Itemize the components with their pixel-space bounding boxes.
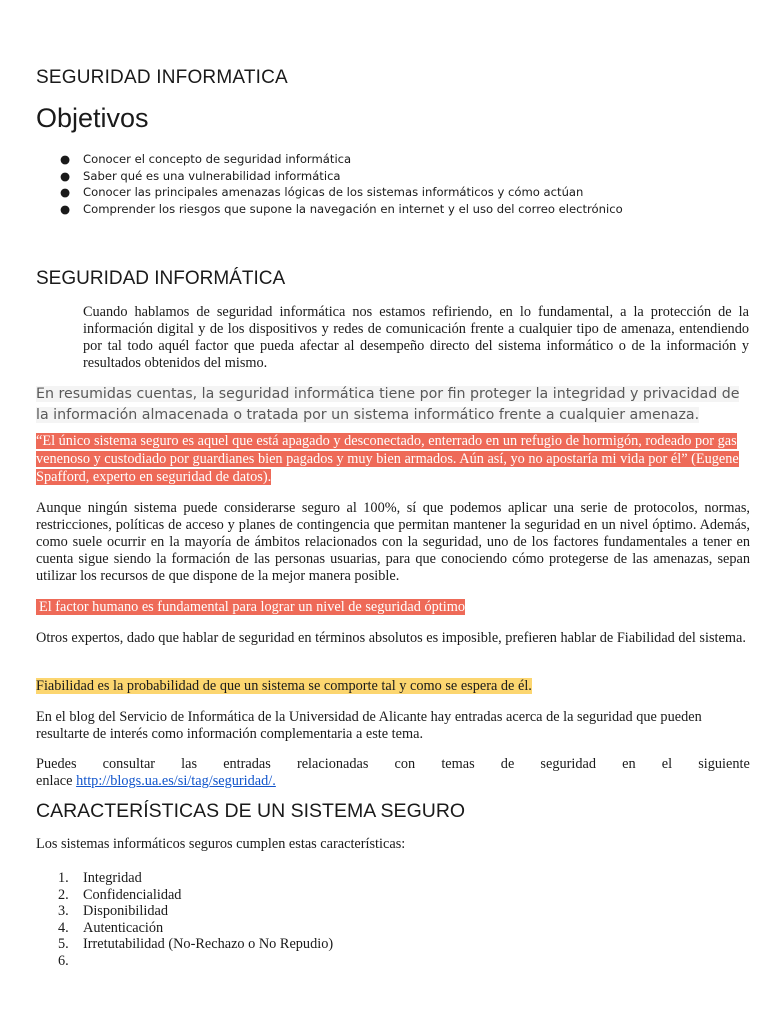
human-factor-highlight: El factor humano es fundamental para lograr un nivel de seguridad óptimo [36,598,465,616]
list-item: ● Conocer el concepto de seguridad informática [60,152,352,166]
caracteristicas-list [36,870,333,969]
bullet-icon: ● [60,185,71,199]
caracteristicas-intro: Los sistemas informáticos seguros cumplen estas características: [36,836,406,852]
link-line: enlace http://blogs.ua.es/si/tag/seguridad/. [36,773,276,789]
list-item: 6. [58,952,69,969]
intro-paragraph: Cuando hablamos de seguridad informática nos estamos refiriendo, en lo fundamental, a la protección de la información digital y de los dispositivos y redes de comunicación frente a cualquier tipo de amenaza, entendiendo por tal todo aquél factor que pueda afectar al desempeño directo del sistema informático o de la información y resultados obtenidos del mismo. [83,304,749,371]
bullet-icon: ● [60,201,71,216]
summary-paragraph: En resumidas cuentas, la seguridad informática tiene por fin proteger la integridad y privacidad de la información almacenada o tratada por un sistema informático frente a cualquier amenaza. [36,386,740,423]
list-item: ● Conocer las principales amenazas lógicas de los sistemas informáticos y cómo actúan [60,185,584,199]
justified-line: Puedes consultar las entradas relacionadas con temas de seguridad en el siguiente [36,756,750,772]
objectives-heading: Objetivos [36,103,149,133]
list-item: 2. Confidencialidad [58,886,182,903]
list-item: ● Saber qué es una vulnerabilidad informática [60,168,341,183]
blog-link[interactable]: http://blogs.ua.es/si/tag/seguridad/. [76,773,276,789]
paragraph-blog: En el blog del Servicio de Informática de la Universidad de Alicante hay entradas acerca de la seguridad que pueden resultarte de interés como información complementaria a este tema. [36,709,702,742]
document-title: SEGURIDAD INFORMATICA [36,67,288,88]
list-item: 5. Irretutabilidad (No-Rechazo o No Repudio) [58,936,334,952]
paragraph-link [36,756,750,790]
objectives-list [60,151,760,217]
paragraph-protocols: Aunque ningún sistema puede considerarse seguro al 100%, sí que podemos aplicar una serie de protocolos, normas, restricciones, políticas de acceso y planes de contingencia que permitan mantener la seguridad en un nivel óptimo. Además, como suele ocurrir en la mayoría de ámbitos relacionados con la seguridad, uno de los factores fundamentales a tener en cuenta sigue siendo la formación de las personas usuarias, para que conociendo cómo protegerse de las amenazas, sepan utilizar los recursos de que dispone de la mejor manera posible. [36,500,750,584]
list-item: ● Comprender los riesgos que supone la navegación en internet y el uso del correo electrónico [60,201,623,216]
list-item: 3. Disponibilidad [58,903,168,919]
bullet-icon: ● [60,152,71,166]
section-heading-seguridad: SEGURIDAD INFORMÁTICA [36,268,286,289]
reliability-highlight: Fiabilidad es la probabilidad de que un sistema se comporte tal y como se espera de él. [36,678,532,694]
section-heading-caracteristicas: CARACTERÍSTICAS DE UN SISTEMA SEGURO [36,800,466,822]
list-item: 4. Autenticación [58,919,164,936]
bullet-icon: ● [60,168,71,183]
paragraph-experts: Otros expertos, dado que hablar de seguridad en términos absolutos es imposible, prefieren hablar de Fiabilidad del sistema. [36,630,746,646]
spafford-quote: “El único sistema seguro es aquel que está apagado y desconectado, enterrado en un refugio de hormigón, rodeado por gas venenoso y custodiado por guardianes bien pagados y muy bien armados. Aún así, yo no apostaría mi vida por él” (Eugene Spafford, experto en seguridad de datos). [36,433,739,485]
list-item: 1. Integridad [58,870,142,886]
